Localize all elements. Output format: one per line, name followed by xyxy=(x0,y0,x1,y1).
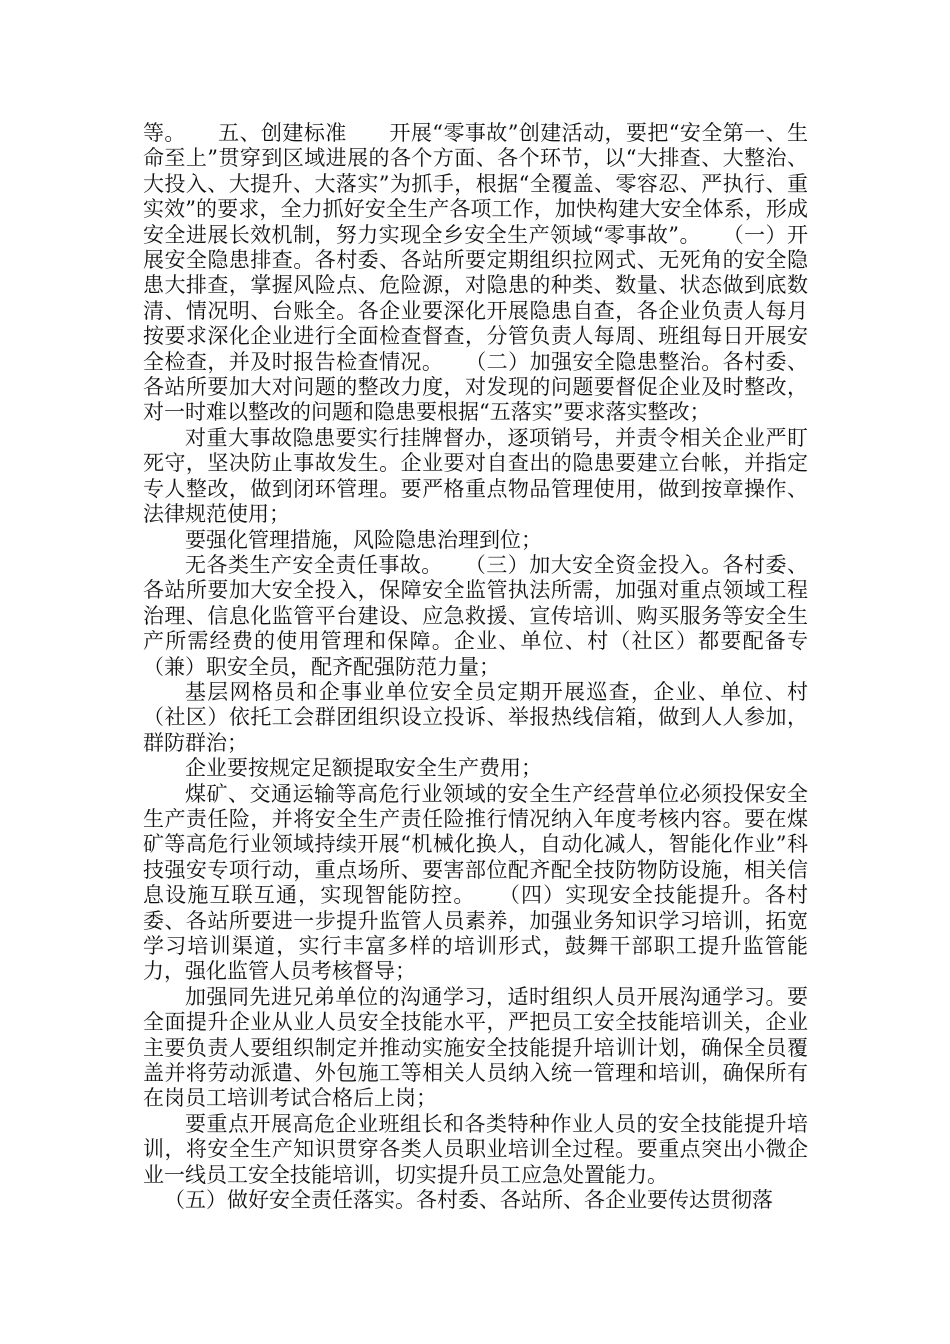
paragraph-10: （五）做好安全责任落实。各村委、各站所、各企业要传达贯彻落 xyxy=(164,1188,773,1213)
paragraph-6: 企业要按规定足额提取安全生产费用； xyxy=(185,756,542,781)
paragraph-4: 无各类生产安全责任事故。 （三）加大安全资金投入。各村委、各站所要加大安全投入，保障安全监管执法所需，加强对重点领域工程治理、信息化监管平台建设、应急救援、宣传培训、购买服务等安全生产所需经费的使用管理和保障。企业、单位、村（社区）都要配备专（兼）职安全员，配齐配强防范力量； xyxy=(143,552,808,679)
paragraph-8: 加强同先进兄弟单位的沟通学习，适时组织人员开展沟通学习。要全面提升企业从业人员安全技能水平，严把员工安全技能培训关，企业主要负责人要组织制定并推动实施安全技能提升培训计划，确保全员覆盖并将劳动派遣、外包施工等相关人员纳入统一管理和培训，确保所有在岗员工培训考试合格后上岗； xyxy=(143,984,808,1111)
paragraph-1: 等。 五、创建标准 开展“零事故”创建活动，要把“安全第一、生命至上”贯穿到区域进展的各个方面、各个环节，以“大排查、大整治、大投入、大提升、大落实”为抓手，根据“全覆盖、零容忍、严执行、重实效”的要求，全力抓好安全生产各项工作，加快构建大安全体系，形成安全进展长效机制，努力实现全乡安全生产领域“零事故”。 （一）开展安全隐患排查。各村委、各站所要定期组织拉网式、无死角的安全隐患大排查，掌握风险点、危险源，对隐患的种类、数量、状态做到底数清、情况明、台账全。各企业要深化开展隐患自查，各企业负责人每月按要求深化企业进行全面检查督查，分管负责人每周、班组每日开展安全检查，并及时报告检查情况。 （二）加强安全隐患整治。各村委、各站所要加大对问题的整改力度，对发现的问题要督促企业及时整改，对一时难以整改的问题和隐患要根据“五落实”要求落实整改； xyxy=(143,121,808,425)
paragraph-5: 基层网格员和企事业单位安全员定期开展巡查，企业、单位、村（社区）依托工会群团组织设立投诉、举报热线信箱，做到人人参加，群防群治； xyxy=(143,679,808,755)
paragraph-2: 对重大事故隐患要实行挂牌督办，逐项销号，并责令相关企业严盯死守，坚决防止事故发生。企业要对自查出的隐患要建立台帐，并指定专人整改，做到闭环管理。要严格重点物品管理使用，做到按章操作、法律规范使用； xyxy=(143,425,808,527)
paragraph-9: 要重点开展高危企业班组长和各类特种作业人员的安全技能提升培训，将安全生产知识贯穿各类人员职业培训全过程。要重点突出小微企业一线员工安全技能培训，切实提升员工应急处置能力。 xyxy=(143,1111,808,1187)
paragraph-3: 要强化管理措施，风险隐患治理到位； xyxy=(185,527,542,552)
document-body xyxy=(143,121,808,1213)
paragraph-7: 煤矿、交通运输等高危行业领域的安全生产经营单位必须投保安全生产责任险，并将安全生产责任险推行情况纳入年度考核内容。要在煤矿等高危行业领域持续开展“机械化换人，自动化减人，智能化作业”科技强安专项行动，重点场所、要害部位配齐配全技防物防设施，相关信息设施互联互通，实现智能防控。 （四）实现安全技能提升。各村委、各站所要进一步提升监管人员素养，加强业务知识学习培训，拓宽学习培训渠道，实行丰富多样的培训形式，鼓舞干部职工提升监管能力，强化监管人员考核督导； xyxy=(143,781,808,984)
